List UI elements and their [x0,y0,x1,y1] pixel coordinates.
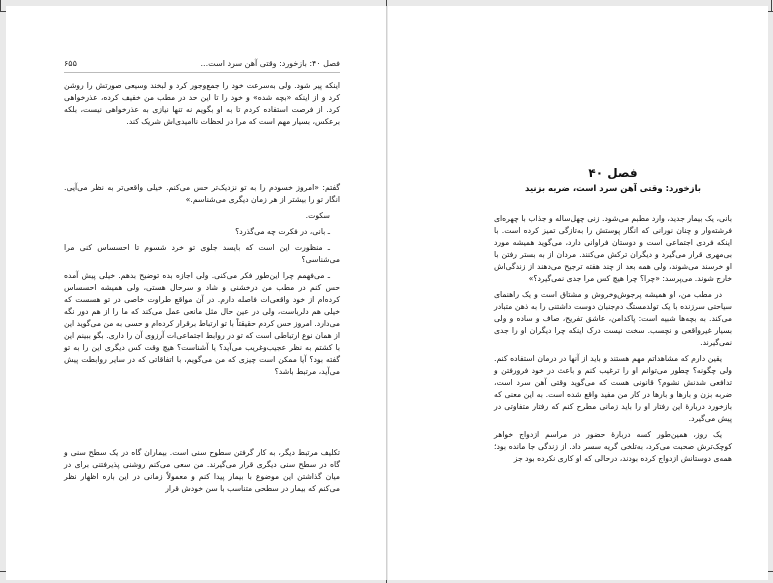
paragraph: تکلیف مرتبط دیگر، به کار گرفتن سطوح سنی است. بیماران گاه در یک سطح سنی و گاه در سطح سنی دیگری قرار می‌گیرند. من سعی می‌کنم روشنی پذیرفتنی برای در میان گذاشتن این موضوع با بیمار پیدا کنم و معمولاً زمانی در این باره اظهار نظر می‌کنم که بیمار در سطحی متناسب با سن خودش قرار [64,448,340,493]
right-page [388,6,768,580]
paragraph: یقین دارم که مشاهداتم مهم هستند و باید از آنها در درمان استفاده کنم. ولی چگونه؟ چطور می‌توانم او را ترغیب کنم و باعث در خود فرورفتن و تدافعی شدنش نشوم؟ قانونی هست که می‌گوید وقتی آهن سرد است، ضربه بزن و بارها و بارها در کار من مفید واقع شده است. به این معنی که بازخورد دربارهٔ این رفتار او را باید زمانی مطرح کنم که رفتار متفاوتی در پیش می‌گیرد. [494,354,732,423]
chapter-title: فصل ۴۰ [588,166,638,180]
page-number: ۶۵۵ [64,59,77,68]
dialogue-line: ـ منظورت این است که بایسد جلوی تو خرد شسوم تا احسساس کنی مرا می‌شناسی؟ [64,243,340,264]
paragraph: یک روز، همین‌طور کسه دربارهٔ حضور در مراسم ازدواج خواهر کوچک‌ترش صحبت می‌کرد، به‌تلخی گریه سسر داد. از زندگی جا مانده بود؛ همه‌ی دوستانش ازدواج کرده بودند، درحالی که او کاری نکرده بود جز [494,430,732,463]
header-rule [64,72,340,73]
dialogue-line: گفتم: «امروز خسودم را به تو نزدیک‌تر حس می‌کنم. خیلی واقعی‌تر به نظر می‌آیی. انگار تو را بیشتر از هر زمان دیگری می‌شناسم.» [64,183,340,204]
text-block-bottom [64,447,340,499]
paragraph: اینکه پیر شود. ولی به‌سرعت خود را جمع‌وجور کرد و لبخند وسیعی صورتش را روشن کرد و از اینکه «بچه شده» و خود را تا این حد در مطب من خفیف کرده، عذرخواهی کرد. از فرصت استفاده کردم تا به او بگویم نه تنها نیازی به عذرخواهی نیست، بلکه برعکس، بسیار مهم است که مرا در لحظات ناامیدی‌اش شریک کند. [64,81,340,126]
text-block-top [64,80,340,132]
left-page [6,6,387,580]
dialogue-line: ـ می‌فهمم چرا این‌طور فکر می‌کنی. ولی اجازه بده توضیح بدهم. خیلی پیش آمده حس کنم در مطب من درخشنی و شاد و سرحال هستی، ولی همیشه احسساس کرده‌ام از خود واقعی‌ات فاصله دارم. در آن مواقع طراوت خاصی در تو هسست که خیلی هم دلرباست، ولی در عین حال مثل مانعی عمل می‌کند که ما را از هم دور نگه می‌دارد. امروز حس کردم حقیقتاً با تو ارتباط برقرار کرده‌ام و حسی به من می‌گوید این از همان نوع ارتباطی است که تو در روابط اجتماعی‌ات آرزوی آن را داری. بگو ببینم این با کشتم به نظر عجیب‌وغریب می‌آید؟ یا آشناست؟ هیچ وقت کس دیگری این را به تو گفته بود؟ آیا ممکن است چیزی که من می‌گویم، با اتفاقاتی که در سایر روابطت پیش می‌آید، مرتبط باشد؟ [64,271,340,376]
dialogue-line: سکوت. [305,211,330,220]
dialogue-line: ـ بانی، در فکرت چه می‌گذرد؟ [235,227,330,236]
chapter-body [494,213,732,469]
running-title: فصل ۴۰: بازخورد: وقتی آهن سرد است... [200,59,340,68]
paragraph: در مطب من، او همیشه پرجوش‌وخروش و مشتاق است و یک راهنمای سیاحتی سرزنده با یک تولدمستگ دم‌جنبان دوست داشتنی را به ذهن متبادر می‌کند. به بچه‌ها شبیه است: پاکدامن، عاشق تفریح، صاف و ساده و ولی بسیار غیرواقعی و نچسب. سخت نیست درک اینکه چرا دیگران او را جدی نمی‌گیرند. [494,290,732,347]
running-header [64,59,340,68]
dialogue-block [64,182,340,382]
chapter-subtitle: بازخورد: وقتی آهن سرد است، ضربه بزنید [525,184,701,194]
paragraph: بانی، یک بیمار جدید، وارد مطبم می‌شود. زنی چهل‌ساله و جذاب با چهره‌ای فرشته‌وار و چنان نورانی که انگار پوستش را به‌تازگی تمیز کرده است. با اینکه فردی اجتماعی است و دوستان فراوانی دارد، می‌گوید همیشه مورد بی‌مهری قرار می‌گیرد و دیگران ترکش می‌کنند. مردان از به بستر رفتن با او خرسند می‌شوند، ولی همه بعد از چند هفته ترجیح می‌دهند از زندگی‌اش خارج شوند. می‌پرسد: «چرا؟ چرا هیچ کس مرا جدی نمی‌گیرد؟» [494,214,732,283]
